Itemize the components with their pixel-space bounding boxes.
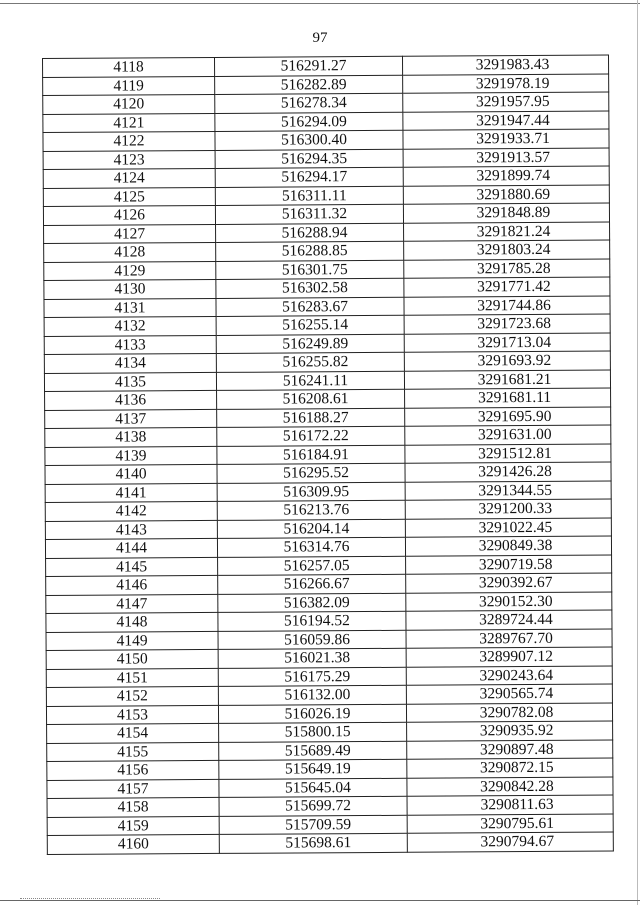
x-coordinate-cell: 515649.19 xyxy=(219,759,407,779)
y-coordinate-cell: 3290849.38 xyxy=(405,536,611,556)
y-coordinate-cell: 3290795.61 xyxy=(407,814,613,834)
point-number-cell: 4125 xyxy=(43,187,215,207)
x-coordinate-cell: 516026.19 xyxy=(218,704,406,724)
y-coordinate-cell: 3290897.48 xyxy=(407,740,613,760)
y-coordinate-cell: 3291512.81 xyxy=(405,444,611,464)
point-number-cell: 4118 xyxy=(43,57,215,77)
x-coordinate-cell: 516255.82 xyxy=(216,352,404,372)
point-number-cell: 4140 xyxy=(45,464,217,484)
point-number-cell: 4120 xyxy=(43,94,215,114)
y-coordinate-cell: 3291848.89 xyxy=(403,203,609,223)
point-number-cell: 4137 xyxy=(45,409,217,429)
y-coordinate-cell: 3291947.44 xyxy=(403,111,609,131)
y-coordinate-cell: 3289767.70 xyxy=(406,629,612,649)
x-coordinate-cell: 516288.94 xyxy=(216,223,404,243)
y-coordinate-cell: 3291913.57 xyxy=(403,148,609,168)
x-coordinate-cell: 516278.34 xyxy=(215,93,403,113)
x-coordinate-cell: 515709.59 xyxy=(219,815,407,835)
x-coordinate-cell: 516291.27 xyxy=(214,56,402,76)
x-coordinate-cell: 516021.38 xyxy=(218,648,406,668)
x-coordinate-cell: 516314.76 xyxy=(217,537,405,557)
x-coordinate-cell: 516311.32 xyxy=(215,204,403,224)
point-number-cell: 4131 xyxy=(44,298,216,318)
y-coordinate-cell: 3291785.28 xyxy=(404,259,610,279)
x-coordinate-cell: 516309.95 xyxy=(217,482,405,502)
y-coordinate-cell: 3291022.45 xyxy=(405,518,611,538)
y-coordinate-cell: 3291933.71 xyxy=(403,129,609,149)
x-coordinate-cell: 516255.14 xyxy=(216,315,404,335)
x-coordinate-cell: 516294.09 xyxy=(215,112,403,132)
page-number: 97 xyxy=(312,30,328,46)
y-coordinate-cell: 3291744.86 xyxy=(404,296,610,316)
x-coordinate-cell: 515800.15 xyxy=(219,722,407,742)
point-number-cell: 4159 xyxy=(47,816,219,836)
right-page-edge xyxy=(637,0,638,905)
y-coordinate-cell: 3291693.92 xyxy=(404,351,610,371)
x-coordinate-cell: 515698.61 xyxy=(219,833,407,853)
point-number-cell: 4153 xyxy=(46,705,218,725)
x-coordinate-cell: 516311.11 xyxy=(215,186,403,206)
y-coordinate-cell: 3291426.28 xyxy=(405,462,611,482)
x-coordinate-cell: 516204.14 xyxy=(217,519,405,539)
point-number-cell: 4126 xyxy=(43,205,215,225)
y-coordinate-cell: 3291821.24 xyxy=(404,222,610,242)
y-coordinate-cell: 3290794.67 xyxy=(407,832,613,852)
point-number-cell: 4142 xyxy=(45,501,217,521)
point-number-cell: 4133 xyxy=(44,335,216,355)
point-number-cell: 4158 xyxy=(47,797,219,817)
x-coordinate-cell: 515645.04 xyxy=(219,778,407,798)
point-number-cell: 4148 xyxy=(46,612,218,632)
y-coordinate-cell: 3290152.30 xyxy=(406,592,612,612)
y-coordinate-cell: 3291978.19 xyxy=(403,74,609,94)
x-coordinate-cell: 516241.11 xyxy=(216,371,404,391)
point-number-cell: 4156 xyxy=(47,760,219,780)
point-number-cell: 4127 xyxy=(44,224,216,244)
point-number-cell: 4149 xyxy=(46,631,218,651)
y-coordinate-cell: 3291681.11 xyxy=(405,388,611,408)
y-coordinate-cell: 3291957.95 xyxy=(403,92,609,112)
point-number-cell: 4151 xyxy=(46,668,218,688)
y-coordinate-cell: 3291803.24 xyxy=(404,240,610,260)
y-coordinate-cell: 3291631.00 xyxy=(405,425,611,445)
y-coordinate-cell: 3290842.28 xyxy=(407,777,613,797)
y-coordinate-cell: 3289724.44 xyxy=(406,610,612,630)
y-coordinate-cell: 3290811.63 xyxy=(407,795,613,815)
point-number-cell: 4155 xyxy=(47,742,219,762)
table-row xyxy=(47,832,613,854)
x-coordinate-cell: 516283.67 xyxy=(216,297,404,317)
point-number-cell: 4152 xyxy=(46,686,218,706)
point-number-cell: 4121 xyxy=(43,113,215,133)
x-coordinate-cell: 516288.85 xyxy=(216,241,404,261)
x-coordinate-cell: 516302.58 xyxy=(216,278,404,298)
point-number-cell: 4157 xyxy=(47,779,219,799)
x-coordinate-cell: 516188.27 xyxy=(217,408,405,428)
point-number-cell: 4154 xyxy=(47,723,219,743)
point-number-cell: 4136 xyxy=(45,390,217,410)
y-coordinate-cell: 3291681.21 xyxy=(404,370,610,390)
x-coordinate-cell: 516213.76 xyxy=(217,500,405,520)
y-coordinate-cell: 3289907.12 xyxy=(406,647,612,667)
x-coordinate-cell: 516172.22 xyxy=(217,426,405,446)
x-coordinate-cell: 516300.40 xyxy=(215,130,403,150)
y-coordinate-cell: 3290782.08 xyxy=(406,703,612,723)
coordinates-table xyxy=(42,55,614,855)
point-number-cell: 4119 xyxy=(43,76,215,96)
point-number-cell: 4124 xyxy=(43,168,215,188)
point-number-cell: 4145 xyxy=(46,557,218,577)
y-coordinate-cell: 3290935.92 xyxy=(407,721,613,741)
point-number-cell: 4141 xyxy=(45,483,217,503)
y-coordinate-cell: 3290565.74 xyxy=(406,684,612,704)
top-border-line xyxy=(0,3,640,4)
point-number-cell: 4144 xyxy=(45,538,217,558)
point-number-cell: 4132 xyxy=(44,316,216,336)
x-coordinate-cell: 516249.89 xyxy=(216,334,404,354)
y-coordinate-cell: 3291344.55 xyxy=(405,481,611,501)
x-coordinate-cell: 516282.89 xyxy=(215,75,403,95)
point-number-cell: 4128 xyxy=(44,242,216,262)
x-coordinate-cell: 516184.91 xyxy=(217,445,405,465)
y-coordinate-cell: 3291880.69 xyxy=(403,185,609,205)
x-coordinate-cell: 516175.29 xyxy=(218,667,406,687)
x-coordinate-cell: 516194.52 xyxy=(218,611,406,631)
x-coordinate-cell: 516059.86 xyxy=(218,630,406,650)
y-coordinate-cell: 3290243.64 xyxy=(406,666,612,686)
point-number-cell: 4135 xyxy=(44,372,216,392)
x-coordinate-cell: 516257.05 xyxy=(218,556,406,576)
x-coordinate-cell: 516301.75 xyxy=(216,260,404,280)
point-number-cell: 4123 xyxy=(43,150,215,170)
y-coordinate-cell: 3290872.15 xyxy=(407,758,613,778)
x-coordinate-cell: 516295.52 xyxy=(217,463,405,483)
y-coordinate-cell: 3291899.74 xyxy=(403,166,609,186)
point-number-cell: 4134 xyxy=(44,353,216,373)
point-number-cell: 4150 xyxy=(46,649,218,669)
point-number-cell: 4138 xyxy=(45,427,217,447)
coordinates-table-container xyxy=(42,55,613,855)
point-number-cell: 4160 xyxy=(47,834,219,854)
y-coordinate-cell: 3291695.90 xyxy=(405,407,611,427)
bottom-border-line xyxy=(0,900,640,901)
point-number-cell: 4139 xyxy=(45,446,217,466)
x-coordinate-cell: 516294.35 xyxy=(215,149,403,169)
y-coordinate-cell: 3291723.68 xyxy=(404,314,610,334)
x-coordinate-cell: 515689.49 xyxy=(219,741,407,761)
point-number-cell: 4129 xyxy=(44,261,216,281)
x-coordinate-cell: 516294.17 xyxy=(215,167,403,187)
point-number-cell: 4146 xyxy=(46,575,218,595)
x-coordinate-cell: 515699.72 xyxy=(219,796,407,816)
x-coordinate-cell: 516382.09 xyxy=(218,593,406,613)
y-coordinate-cell: 3290719.58 xyxy=(406,555,612,575)
y-coordinate-cell: 3291200.33 xyxy=(405,499,611,519)
point-number-cell: 4143 xyxy=(45,520,217,540)
y-coordinate-cell: 3290392.67 xyxy=(406,573,612,593)
y-coordinate-cell: 3291713.04 xyxy=(404,333,610,353)
point-number-cell: 4147 xyxy=(46,594,218,614)
point-number-cell: 4122 xyxy=(43,131,215,151)
y-coordinate-cell: 3291983.43 xyxy=(402,55,608,75)
x-coordinate-cell: 516266.67 xyxy=(218,574,406,594)
y-coordinate-cell: 3291771.42 xyxy=(404,277,610,297)
point-number-cell: 4130 xyxy=(44,279,216,299)
coordinates-table-body xyxy=(43,55,614,854)
bottom-dotted-line xyxy=(20,898,160,899)
x-coordinate-cell: 516132.00 xyxy=(218,685,406,705)
x-coordinate-cell: 516208.61 xyxy=(217,389,405,409)
